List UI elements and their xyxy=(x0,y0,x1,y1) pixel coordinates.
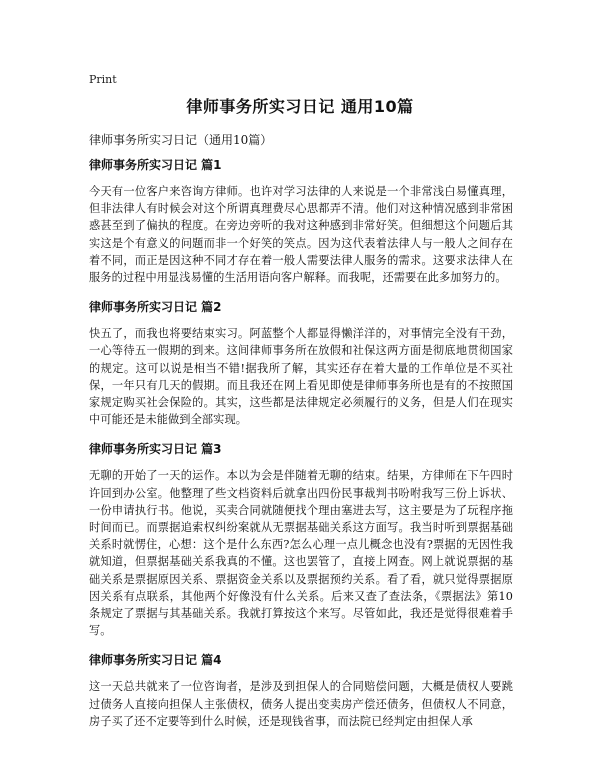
section-heading-3: 律师事务所实习日记 篇3 xyxy=(89,442,222,457)
page-title: 律师事务所实习日记 通用10篇 xyxy=(186,97,414,116)
section-paragraph-1: 今天有一位客户来咨询方律师。也许对学习法律的人来说是一个非常浅白易懂真理，但非法律人有时候会对这个所谓真理费尽心思都弄不清。他们对这种情况感到非常困惑甚至到了偏执的程度。在旁边旁听的我对这种感到非常好笑。但细想这个问题后其实这是个有意义的问题而非一个好笑的笑点。因为这代表着法律人与一般人之间存在着不同，而正是因这种不同才存在着一般人需要法律人服务的需求。这要求法律人在服务的过程中用显浅易懂的生活用语向客户解释。而我呢，还需要在此多加努力的。 xyxy=(89,185,513,285)
section-heading-4: 律师事务所实习日记 篇4 xyxy=(89,653,222,668)
document-body xyxy=(89,157,513,743)
print-label[interactable]: Print xyxy=(89,73,117,86)
section-paragraph-2: 快五了，而我也将要结束实习。阿蓝整个人都显得懒洋洋的，对事情完全没有干劲，一心等待五一假期的到来。这间律师事务所在放假和社保这两方面是彻底地贯彻国家的规定。这可以说是相当不错!据我所了解，其实还存在着大量的工作单位是不买社保，一年只有几天的假期。而且我还在网上看见即使是律师事务所也是有的不按照国家规定购买社会保险的。其实，这些都是法律规定必须履行的义务，但是人们在现实中可能还是未能做到全部实现。 xyxy=(89,327,513,427)
section-heading-1: 律师事务所实习日记 篇1 xyxy=(89,158,222,172)
section-paragraph-3: 无聊的开始了一天的运作。本以为会是伴随着无聊的结束。结果，方律师在下午四时许回到办公室。他整理了些文档资料后就拿出四份民事裁判书吩咐我写三份上诉状、一份申请执行书。他说，买卖合同就随便找个理由塞进去写，这主要是为了玩程序拖时间而已。而票据追索权纠纷案就从无票据基础关系这方面写。我当时听到票据基础关系时就愣住，心想：这个是什么东西?怎么心理一点儿概念也没有?票据的无因性我就知道，但票据基础关系我真的不懂。这也罢管了，直接上网查。网上就说票据的基础关系是票据原因关系、票据资金关系以及票据预约关系。看了看，就只觉得票据原因关系有点联系，其他两个好像没有什么关系。后来又查了查法条，《票据法》第10条规定了票据与其基础关系。我就打算按这个来写。尽管如此，我还是觉得很难着手写。 xyxy=(89,469,513,638)
section-paragraph-4: 这一天总共就来了一位咨询者，是涉及到担保人的合同赔偿问题，大概是债权人要跳过债务人直接向担保人主张债权，债务人提出变卖房产偿还债务，但债权人不同意，房子买了还不定要等到什么时候，还是现钱省事，而法院已经判定由担保人承 xyxy=(89,680,513,728)
document-subtitle: 律师事务所实习日记（通用10篇） xyxy=(89,133,273,147)
section-heading-2: 律师事务所实习日记 篇2 xyxy=(89,300,222,315)
